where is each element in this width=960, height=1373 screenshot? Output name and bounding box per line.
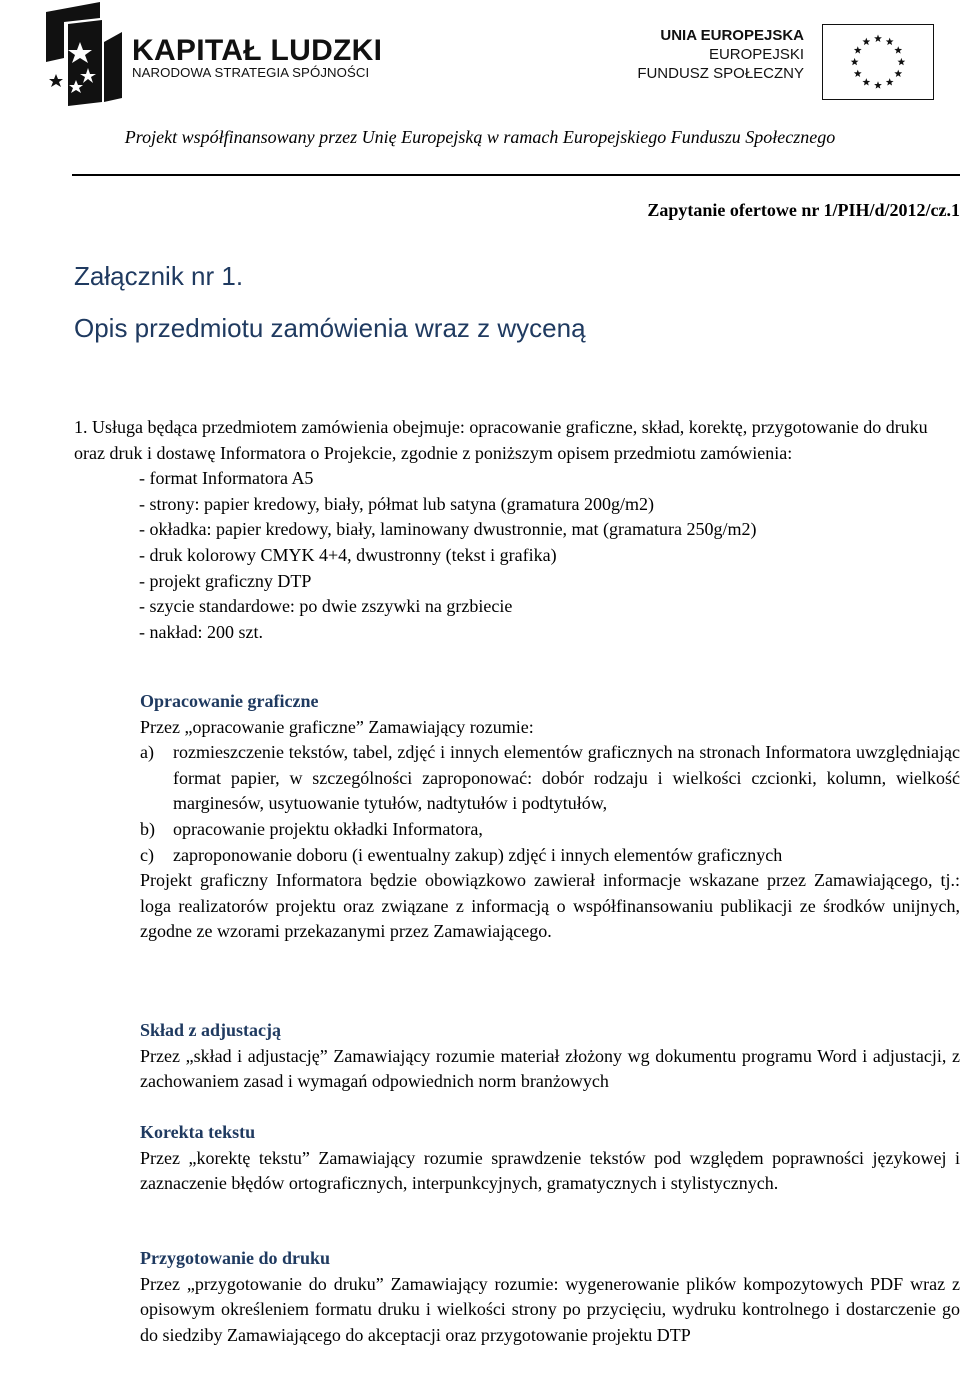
spec-item: - druk kolorowy CMYK 4+4, dwustronny (tekst i grafika)	[139, 544, 557, 565]
eu-logo	[637, 24, 930, 94]
list-item-label: c)	[140, 844, 154, 865]
project-cofinancing-line: Projekt współfinansowany przez Unię Europejską w ramach Europejskiego Funduszu Społecznego	[124, 127, 836, 147]
eu-logo-line2: EUROPEJSKI	[708, 46, 804, 63]
section-title-prepress: Przygotowanie do druku	[140, 1248, 331, 1268]
list-item	[140, 817, 960, 843]
description-heading: Opis przedmiotu zamówienia wraz z wyceną	[74, 313, 586, 343]
order-scope-paragraph	[74, 415, 960, 645]
spec-item: - format Informatora A5	[139, 468, 314, 489]
section-typesetting	[140, 1018, 960, 1095]
section-title-graphic-design: Opracowanie graficzne	[140, 691, 319, 711]
eu-star-icon	[894, 70, 902, 77]
section-proofreading	[140, 1120, 960, 1197]
typesetting-text: Przez „skład i adjustację” Zamawiający rozumie materiał złożony wg dokumentu programu Word i adjustacji, z zachowaniem zasad i wymagań odpowiednich norm branżowych	[140, 1045, 960, 1092]
list-item-label: a)	[140, 742, 154, 763]
kapital-ludzki-logo	[42, 0, 382, 110]
section-prepress	[140, 1246, 960, 1348]
eu-star-icon	[897, 58, 905, 65]
spec-item: - projekt graficzny DTP	[139, 570, 312, 591]
eu-star-icon	[851, 58, 859, 65]
list-item	[140, 843, 960, 869]
eu-star-icon	[862, 38, 870, 45]
header-divider	[72, 174, 960, 176]
attachment-heading: Załącznik nr 1.	[74, 261, 244, 291]
kapital-ludzki-subtitle: NARODOWA STRATEGIA SPÓJNOŚCI	[132, 65, 370, 80]
eu-star-icon	[854, 46, 862, 53]
graphic-design-outro: Projekt graficzny Informatora będzie obowiązkowo zawierał informacje wskazane przez Zamawiającego, tj.: loga realizatorów projektu oraz związane z informacją o współfinansowaniu publikacji ze środków unijnych, zgodne ze wzorami przekazanymi przez Zamawiającego.	[140, 870, 960, 942]
eu-star-icon	[886, 78, 894, 85]
list-item	[140, 740, 960, 817]
spec-item: - nakład: 200 szt.	[139, 621, 263, 642]
eu-logo-line3: FUNDUSZ SPOŁECZNY	[637, 65, 804, 82]
section-title-typesetting: Skład z adjustacją	[140, 1020, 282, 1040]
order-scope-intro: 1. Usługa będąca przedmiotem zamówienia obejmuje: opracowanie graficzne, skład, korektę, przygotowanie do druku oraz druk i dostawę Informatora o Projekcie, zgodnie z poniższym opisem przedmiotu zamówienia:	[74, 417, 928, 463]
graphic-design-intro: Przez „opracowanie graficzne” Zamawiający rozumie:	[140, 716, 534, 737]
eu-star-icon	[854, 70, 862, 77]
list-item-label: b)	[140, 818, 155, 839]
list-item-text: opracowanie projektu okładki Informatora,	[173, 818, 483, 839]
eu-logo-line1: UNIA EUROPEJSKA	[660, 27, 804, 44]
spec-list	[74, 466, 960, 645]
section-graphic-design	[140, 689, 960, 945]
list-item-text: zaproponowanie doboru (i ewentualny zakup) zdjęć i innych elementów graficznych	[173, 844, 783, 865]
eu-star-icon	[886, 38, 894, 45]
eu-stars-flag-icon	[822, 24, 934, 100]
kapital-ludzki-mark-icon	[42, 2, 122, 108]
section-title-proofreading: Korekta tekstu	[140, 1122, 256, 1142]
list-item-text: rozmieszczenie tekstów, tabel, zdjęć i innych elementów graficznych na stronach Informatora uwzględniając format papier, w szczególności zaproponować: dobór rodzaju i wielkości czcionki, kolumn, wielkość marginesów, usytuowanie tytułów, nadtytułów i podtytułów,	[173, 742, 960, 814]
prepress-text: Przez „przygotowanie do druku” Zamawiający rozumie: wygenerowanie plików kompozytowych PDF wraz z opisowym określeniem formatu druku i wielkości strony po przycięciu, wydruku kontrolnego i dostarczenie go do siedziby Zamawiającego do akceptacji oraz przygotowanie projektu DTP	[140, 1273, 960, 1345]
kapital-ludzki-title: KAPITAŁ LUDZKI	[132, 34, 383, 67]
proofreading-text: Przez „korektę tekstu” Zamawiający rozumie sprawdzenie tekstów pod względem poprawności językowej i zaznaczenie błędów ortograficznych, interpunkcyjnych, gramatycznych i stylistycznych.	[140, 1147, 960, 1194]
inquiry-reference: Zapytanie ofertowe nr 1/PIH/d/2012/cz.1	[647, 200, 960, 220]
spec-item: - okładka: papier kredowy, biały, laminowany dwustronnie, mat (gramatura 250g/m2)	[139, 519, 757, 540]
eu-star-icon	[894, 46, 902, 53]
eu-star-icon	[862, 78, 870, 85]
eu-star-icon	[874, 35, 882, 42]
eu-star-icon	[874, 81, 882, 88]
spec-item: - strony: papier kredowy, biały, półmat lub satyna (gramatura 200g/m2)	[139, 493, 655, 514]
spec-item: - szycie standardowe: po dwie zszywki na grzbiecie	[139, 596, 513, 617]
graphic-design-list	[140, 740, 960, 868]
